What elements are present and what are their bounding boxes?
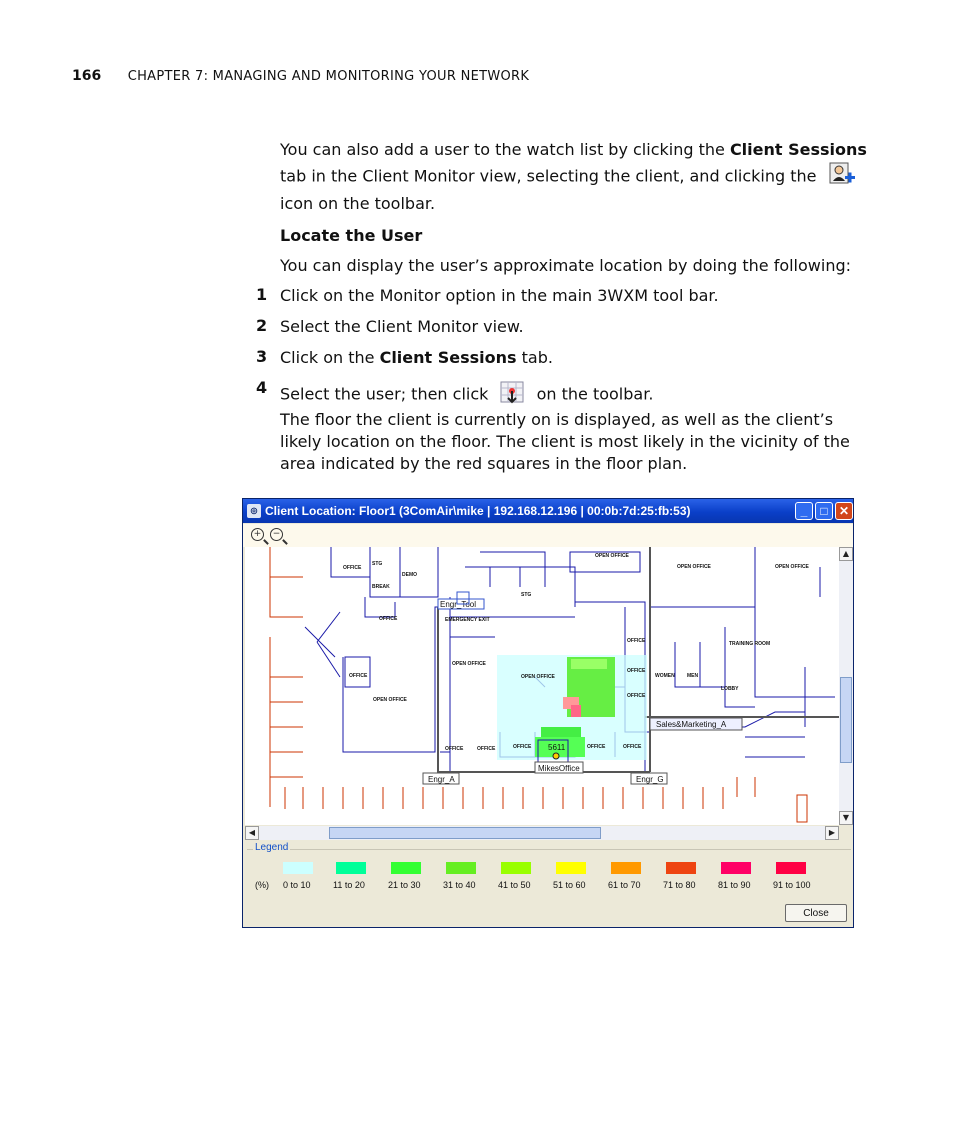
room-label: OFFICE bbox=[445, 746, 464, 752]
sales-marketing-tag: Sales&Marketing_A bbox=[656, 720, 727, 729]
legend-title: Legend bbox=[255, 842, 289, 853]
maximize-button[interactable]: □ bbox=[815, 502, 833, 520]
access-point-id: 5611 bbox=[548, 743, 566, 752]
legend-label: 31 to 40 bbox=[443, 880, 476, 890]
legend-swatch bbox=[446, 862, 476, 874]
client-sessions-term: Client Sessions bbox=[729, 140, 867, 159]
step-text: Select the Client Monitor view. bbox=[280, 317, 524, 336]
engr-tool-tag: Engr_Tool bbox=[440, 600, 477, 609]
legend-swatch bbox=[776, 862, 806, 874]
close-button[interactable]: Close bbox=[785, 904, 847, 922]
vertical-scrollbar[interactable] bbox=[839, 547, 853, 825]
horizontal-scroll-thumb[interactable] bbox=[329, 827, 601, 839]
room-label: OFFICE bbox=[349, 673, 368, 679]
legend-unit: (%) bbox=[255, 880, 269, 890]
room-label: BREAK bbox=[372, 584, 390, 590]
zoom-out-icon[interactable]: − bbox=[270, 528, 283, 541]
room-label: EMERGENCY EXIT bbox=[445, 617, 490, 623]
room-label: OFFICE bbox=[627, 668, 646, 674]
watch-list-paragraph: You can also add a user to the watch list by clicking the Client Sessions tab in the Client Monitor view, selecting the client, and clicking the icon on the toolbar. bbox=[280, 140, 867, 213]
room-label: OPEN OFFICE bbox=[452, 661, 486, 667]
scroll-up-icon[interactable]: ▲ bbox=[839, 547, 853, 561]
scroll-down-icon[interactable]: ▼ bbox=[839, 811, 853, 825]
scroll-left-icon[interactable]: ◀ bbox=[245, 826, 259, 840]
legend-swatch bbox=[556, 862, 586, 874]
room-label: OPEN OFFICE bbox=[595, 553, 629, 559]
legend-label: 61 to 70 bbox=[608, 880, 641, 890]
legend-label: 0 to 10 bbox=[283, 880, 311, 890]
room-label: OPEN OFFICE bbox=[373, 697, 407, 703]
legend-label: 81 to 90 bbox=[718, 880, 751, 890]
step-number: 2 bbox=[256, 316, 268, 335]
step-text: Select the user; then click on the toolbar. bbox=[280, 378, 870, 412]
room-label: TRAINING ROOM bbox=[729, 641, 771, 647]
client-location-window bbox=[242, 498, 854, 928]
room-label: OFFICE bbox=[627, 693, 646, 699]
legend-swatch bbox=[666, 862, 696, 874]
engr-g-tag: Engr_G bbox=[636, 775, 664, 784]
legend-label: 11 to 20 bbox=[333, 880, 365, 890]
room-label: OPEN OFFICE bbox=[775, 564, 809, 570]
page-number: 166 bbox=[72, 68, 102, 84]
room-label: OFFICE bbox=[379, 616, 398, 622]
vertical-scroll-thumb[interactable] bbox=[840, 677, 852, 763]
window-titlebar[interactable] bbox=[243, 499, 853, 523]
locate-user-icon bbox=[498, 378, 528, 412]
app-icon: ◎ bbox=[247, 504, 261, 518]
room-label: OFFICE bbox=[343, 565, 362, 571]
room-label: OFFICE bbox=[513, 744, 532, 750]
legend-label: 51 to 60 bbox=[553, 880, 586, 890]
legend-swatch bbox=[611, 862, 641, 874]
close-window-button[interactable]: ✕ bbox=[835, 502, 853, 520]
room-label: OFFICE bbox=[477, 746, 496, 752]
legend-label: 91 to 100 bbox=[773, 880, 811, 890]
legend-swatch bbox=[721, 862, 751, 874]
step-number: 4 bbox=[256, 378, 268, 397]
room-label: WOMEN bbox=[655, 673, 675, 679]
legend-swatch bbox=[391, 862, 421, 874]
room-label: OFFICE bbox=[587, 744, 606, 750]
room-label: DEMO bbox=[402, 572, 417, 578]
add-to-watch-list-icon bbox=[828, 161, 858, 193]
step-text: Click on the Monitor option in the main 3WXM tool bar. bbox=[280, 286, 719, 305]
room-label: STG bbox=[372, 561, 383, 567]
section-heading: Locate the User bbox=[280, 226, 423, 245]
chapter-title: CHAPTER 7: MANAGING AND MONITORING YOUR NETWORK bbox=[127, 69, 530, 84]
room-label: STG bbox=[521, 592, 532, 598]
floor-plan-view[interactable] bbox=[245, 547, 839, 825]
legend bbox=[247, 842, 851, 896]
zoom-in-icon[interactable]: + bbox=[251, 528, 264, 541]
result-paragraph: The floor the client is currently on is displayed, as well as the client’s likely location on the floor. The client is most likely in the vicinity of the area indicated by the red squares in the floor plan. bbox=[280, 410, 850, 473]
intro-text: You can display the user’s approximate location by doing the following: bbox=[280, 256, 852, 275]
legend-swatch bbox=[501, 862, 531, 874]
mikes-office-tag: MikesOffice bbox=[538, 764, 580, 773]
room-label: OPEN OFFICE bbox=[677, 564, 711, 570]
step-number: 1 bbox=[256, 285, 268, 304]
step-number: 3 bbox=[256, 347, 268, 366]
window-title: Client Location: Floor1 (3ComAir\mike | 192.168.12.196 | 00:0b:7d:25:fb:53) bbox=[265, 504, 691, 518]
map-toolbar bbox=[243, 524, 853, 547]
floor-plan bbox=[245, 547, 839, 825]
room-label: OFFICE bbox=[623, 744, 642, 750]
legend-swatch bbox=[336, 862, 366, 874]
room-label: OFFICE bbox=[627, 638, 646, 644]
legend-label: 71 to 80 bbox=[663, 880, 696, 890]
horizontal-scrollbar[interactable] bbox=[245, 826, 839, 840]
room-label: LOBBY bbox=[721, 686, 739, 692]
room-label: MEN bbox=[687, 673, 699, 679]
page-header bbox=[72, 68, 529, 84]
step-text: Click on the Client Sessions tab. bbox=[280, 348, 553, 367]
legend-swatch bbox=[283, 862, 313, 874]
room-label: OPEN OFFICE bbox=[521, 674, 555, 680]
legend-label: 21 to 30 bbox=[388, 880, 421, 890]
engr-a-tag: Engr_A bbox=[428, 775, 455, 784]
minimize-button[interactable]: _ bbox=[795, 502, 813, 520]
scroll-right-icon[interactable]: ▶ bbox=[825, 826, 839, 840]
legend-label: 41 to 50 bbox=[498, 880, 531, 890]
